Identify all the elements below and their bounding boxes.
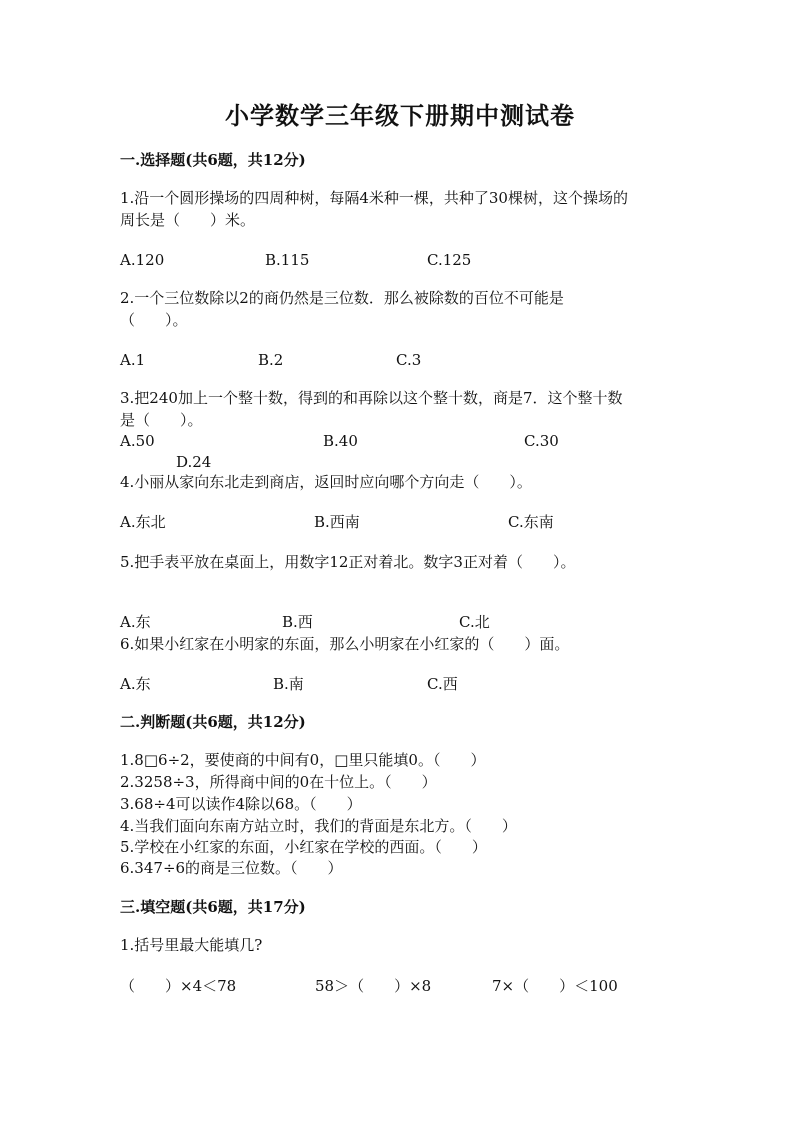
fill-blank-1[interactable]: （ ）×4＜78 bbox=[120, 977, 237, 995]
section-heading-fill: 三.填空题(共6题，共17分) bbox=[120, 898, 306, 916]
option-b[interactable]: B.2 bbox=[258, 351, 284, 369]
section-heading-choice: 一.选择题(共6题，共12分) bbox=[120, 151, 306, 169]
question-text: 是（ ）。 bbox=[120, 411, 203, 429]
judgement-item: 6.347÷6的商是三位数。（ ） bbox=[120, 859, 343, 877]
fill-blank-2[interactable]: 58＞（ ）×8 bbox=[315, 977, 432, 995]
option-c[interactable]: C.30 bbox=[524, 432, 559, 450]
option-a[interactable]: A.东北 bbox=[120, 513, 166, 531]
page-title: 小学数学三年级下册期中测试卷 bbox=[225, 101, 575, 130]
option-a[interactable]: A.东 bbox=[120, 613, 151, 631]
option-c[interactable]: C.西 bbox=[427, 675, 458, 693]
option-b[interactable]: B.南 bbox=[273, 675, 304, 693]
question-text: 1.括号里最大能填几? bbox=[120, 936, 263, 954]
question-text: （ ）。 bbox=[120, 311, 188, 329]
judgement-item: 2.3258÷3，所得商中间的0在十位上。（ ） bbox=[120, 773, 437, 791]
option-a[interactable]: A.东 bbox=[120, 675, 151, 693]
judgement-item: 3.68÷4可以读作4除以68。（ ） bbox=[120, 795, 362, 813]
option-b[interactable]: B.40 bbox=[323, 432, 358, 450]
option-b[interactable]: B.西南 bbox=[314, 513, 360, 531]
option-c[interactable]: C.北 bbox=[459, 613, 490, 631]
question-text: 2.一个三位数除以2的商仍然是三位数．那么被除数的百位不可能是 bbox=[120, 289, 564, 307]
section-heading-judgement: 二.判断题(共6题，共12分) bbox=[120, 713, 306, 731]
question-text: 4.小丽从家向东北走到商店，返回时应向哪个方向走（ ）。 bbox=[120, 473, 532, 491]
option-c[interactable]: C.125 bbox=[427, 251, 472, 269]
judgement-item: 5.学校在小红家的东面，小红家在学校的西面。（ ） bbox=[120, 838, 487, 856]
question-text: 1.沿一个圆形操场的四周种树，每隔4米种一棵，共种了30棵树，这个操场的 bbox=[120, 189, 628, 207]
option-c[interactable]: C.东南 bbox=[508, 513, 554, 531]
option-d[interactable]: D.24 bbox=[176, 453, 212, 471]
option-a[interactable]: A.50 bbox=[120, 432, 155, 450]
question-text: 周长是（ ）米。 bbox=[120, 211, 256, 229]
option-b[interactable]: B.115 bbox=[265, 251, 310, 269]
question-text: 5.把手表平放在桌面上，用数字12正对着北。数字3正对着（ ）。 bbox=[120, 553, 576, 571]
option-c[interactable]: C.3 bbox=[396, 351, 422, 369]
judgement-item: 1.8□6÷2，要使商的中间有0，□里只能填0。（ ） bbox=[120, 751, 486, 769]
fill-blank-3[interactable]: 7×（ ）＜100 bbox=[492, 977, 618, 995]
option-b[interactable]: B.西 bbox=[282, 613, 313, 631]
judgement-item: 4.当我们面向东南方站立时，我们的背面是东北方。（ ） bbox=[120, 817, 517, 835]
option-a[interactable]: A.1 bbox=[120, 351, 146, 369]
question-text: 3.把240加上一个整十数，得到的和再除以这个整十数，商是7．这个整十数 bbox=[120, 389, 623, 407]
question-text: 6.如果小红家在小明家的东面，那么小明家在小红家的（ ）面。 bbox=[120, 635, 570, 653]
option-a[interactable]: A.120 bbox=[120, 251, 165, 269]
